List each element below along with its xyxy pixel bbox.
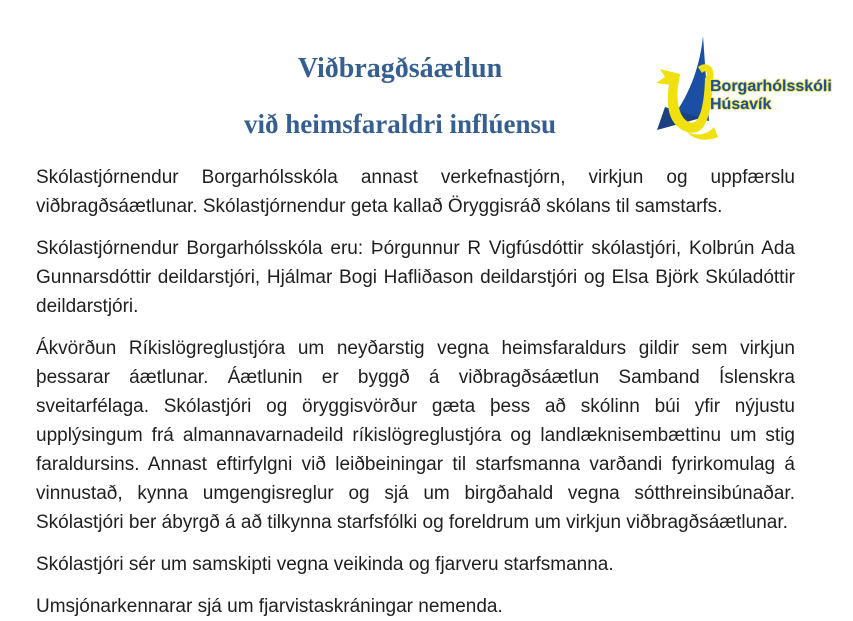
- paragraph-activation-plan: Ákvörðun Ríkislögreglustjóra um neyðarstig vegna heimsfaraldurs gildir sem virkjun þessarar áætlunar. Áætlunin er byggð á viðbragðsáætlun Samband Íslenskra sveitarfélaga. Skólastjóri og öryggisvörður gæta þess að skólinn búi yfir nýjustu upplýsingum frá almannavarnadeild ríkislögreglustjóra og landlæknisembættinu um stig faraldursins. Annast eftirfylgni við leiðbeiningar til starfsmanna varðandi fyrirkomulag á vinnustað, kynna umgengisreglur og sjá um birgðahald vegna sótthreinsibúnaðar. Skólastjóri ber ábyrgð á að tilkynna starfsfólki og foreldrum um virkjun viðbragðsáætlunar.: [36, 338, 795, 533]
- school-logo: [652, 30, 852, 148]
- paragraph-project-management: Skólastjórnendur Borgarhólsskóla annast verkefnastjórn, virkjun og uppfærslu viðbragðsáætlunar. Skólastjórnendur geta kallað Öryggisráð skólans til samstarfs.: [36, 167, 795, 217]
- logo-town-name: Húsavík: [710, 96, 772, 113]
- logo-text: [710, 78, 832, 114]
- logo-school-name: Borgarhólsskóli: [710, 78, 832, 95]
- paragraph-principal-communication: Skólastjóri sér um samskipti vegna veikinda og fjarveru starfsmanna.: [36, 554, 614, 575]
- document-title: Viðbragðsáætlun: [297, 53, 503, 84]
- document-body: [36, 163, 795, 621]
- paragraph-homeroom-teachers: Umsjónarkennarar sjá um fjarvistaskráningar nemenda.: [36, 596, 503, 617]
- paragraph-administrators: Skólastjórnendur Borgarhólsskóla eru: Þórgunnur R Vigfúsdóttir skólastjóri, Kolbrún Ada Gunnarsdóttir deildarstjóri, Hjálmar Bogi Hafliðason deildarstjóri og Elsa Björk Skúladóttir deildarstjóri.: [36, 238, 795, 317]
- document-subtitle: við heimsfaraldri inflúensu: [243, 109, 557, 139]
